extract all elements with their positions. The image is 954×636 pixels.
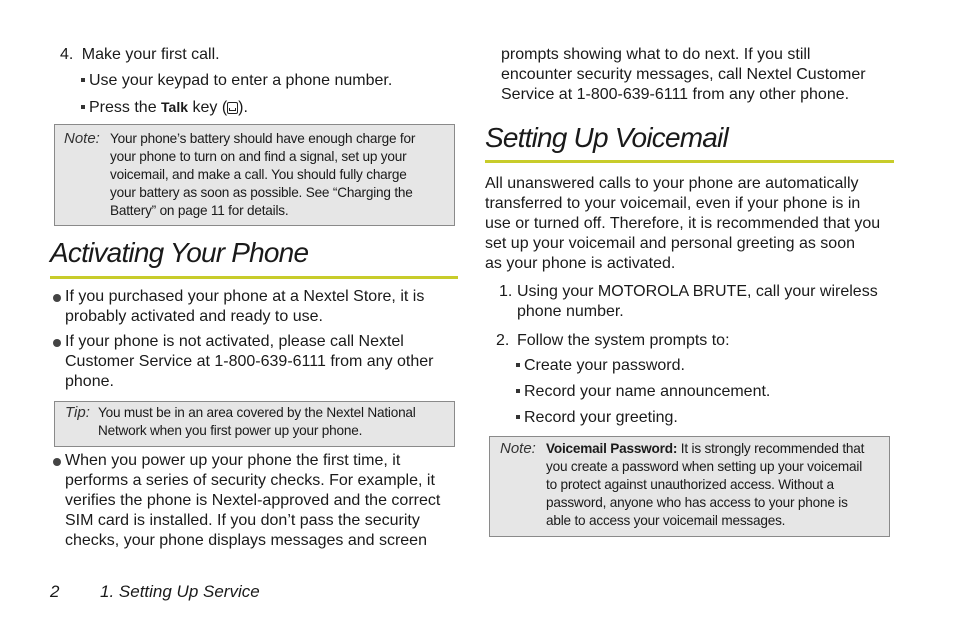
note-text bbox=[546, 440, 864, 530]
bullet-line: SIM card is installed. If you don’t pass the security bbox=[65, 512, 420, 529]
section-heading: Setting Up Voicemail bbox=[485, 122, 728, 153]
sub-item-text: Record your greeting. bbox=[524, 409, 678, 426]
bullet-line: When you power up your phone the first time, it bbox=[65, 452, 401, 469]
note-line: your phone to turn on and find a signal, set up your bbox=[110, 149, 407, 164]
note-label: Note: bbox=[64, 130, 100, 147]
section-heading: Activating Your Phone bbox=[50, 237, 309, 268]
bullet-line: verifies the phone is Nextel-approved and the correct bbox=[65, 492, 441, 509]
tip-box bbox=[54, 401, 455, 447]
text-line: use or turned off. Therefore, it is recommended that you bbox=[485, 215, 881, 232]
sub-item bbox=[516, 408, 678, 428]
text-line: All unanswered calls to your phone are automatically bbox=[485, 175, 859, 192]
sub-item bbox=[81, 71, 392, 91]
text-line: set up your voicemail and personal greeting as soon bbox=[485, 235, 855, 252]
note-line: Battery” on page 11 for details. bbox=[110, 203, 289, 218]
step-1 bbox=[517, 282, 878, 322]
square-bullet-icon bbox=[516, 389, 520, 393]
bullet-line: performs a series of security checks. For example, it bbox=[65, 472, 435, 489]
sub-item bbox=[516, 382, 770, 402]
bullet-line: checks, your phone displays messages and screen bbox=[65, 532, 427, 549]
bullet-icon bbox=[53, 458, 61, 466]
note-label: Note: bbox=[500, 440, 536, 457]
bullet-icon bbox=[53, 294, 61, 302]
sub-item-text: Press the bbox=[89, 99, 157, 116]
note-line-text: It is strongly recommended that bbox=[677, 441, 865, 456]
note-line: voicemail, and make a call. You should fully charge bbox=[110, 167, 407, 182]
note-bold-title: Voicemail Password: bbox=[546, 441, 678, 456]
note-line: you create a password when setting up your voicemail bbox=[546, 459, 863, 474]
continued-text bbox=[501, 45, 866, 105]
note-box bbox=[54, 124, 455, 226]
note-line: to protect against unauthorized access. Without a bbox=[546, 477, 834, 492]
sub-item-text: ). bbox=[238, 99, 248, 116]
heading-rule bbox=[50, 276, 458, 279]
intro-paragraph bbox=[485, 174, 880, 274]
note-line: your battery as soon as possible. See “Charging the bbox=[110, 185, 413, 200]
step-number: 1. bbox=[499, 283, 513, 300]
note-line bbox=[546, 440, 864, 458]
square-bullet-icon bbox=[81, 78, 85, 82]
tip-line: You must be in an area covered by the Nextel National bbox=[98, 405, 416, 420]
text-line: Service at 1-800-639-6111 from any other phone. bbox=[501, 86, 850, 103]
step-text: Make your first call. bbox=[81, 46, 220, 63]
text-line: transferred to your voicemail, even if your phone is in bbox=[485, 195, 861, 212]
square-bullet-icon bbox=[516, 415, 520, 419]
text-line: as your phone is activated. bbox=[485, 255, 676, 272]
step-number: 4. bbox=[60, 46, 74, 63]
square-bullet-icon bbox=[516, 363, 520, 367]
tip-text bbox=[98, 404, 416, 440]
step-2: Follow the system prompts to: bbox=[517, 332, 730, 349]
talk-key-icon bbox=[227, 102, 238, 114]
sub-item-text: Create your password. bbox=[524, 357, 685, 374]
note-line: Your phone’s battery should have enough charge for bbox=[110, 131, 416, 146]
text-line: prompts showing what to do next. If you still bbox=[501, 46, 811, 63]
note-line: password, anyone who has access to your phone is bbox=[546, 495, 848, 510]
tip-label: Tip: bbox=[65, 404, 90, 421]
bullet-item bbox=[65, 451, 440, 551]
bullet-line: phone. bbox=[65, 373, 114, 390]
sub-item-text: Record your name announcement. bbox=[524, 383, 771, 400]
bullet-icon bbox=[53, 339, 61, 347]
page-number: 2 bbox=[50, 582, 60, 601]
step-4 bbox=[60, 45, 220, 65]
bullet-line: probably activated and ready to use. bbox=[65, 308, 323, 325]
tip-line: Network when you first power up your phone. bbox=[98, 423, 363, 438]
talk-key-label: Talk bbox=[161, 99, 189, 115]
step-line: Using your MOTOROLA BRUTE, call your wireless bbox=[517, 283, 878, 300]
bullet-line: Customer Service at 1-800-639-6111 from any other bbox=[65, 353, 434, 370]
step-number: 2. bbox=[496, 332, 510, 349]
note-box bbox=[489, 436, 890, 537]
text-line: encounter security messages, call Nextel Customer bbox=[501, 66, 866, 83]
sub-item bbox=[516, 356, 685, 376]
sub-item bbox=[81, 97, 248, 118]
bullet-line: If you purchased your phone at a Nextel Store, it is bbox=[65, 288, 425, 305]
sub-item-text: key ( bbox=[192, 99, 228, 116]
note-text bbox=[110, 130, 415, 220]
step-line: phone number. bbox=[517, 303, 624, 320]
bullet-item bbox=[65, 332, 433, 392]
square-bullet-icon bbox=[81, 105, 85, 109]
heading-rule bbox=[485, 160, 894, 163]
note-line: able to access your voicemail messages. bbox=[546, 513, 786, 528]
bullet-item bbox=[65, 287, 424, 327]
bullet-line: If your phone is not activated, please call Nextel bbox=[65, 333, 404, 350]
sub-item-text: Use your keypad to enter a phone number. bbox=[89, 72, 393, 89]
footer-section-title: 1. Setting Up Service bbox=[100, 582, 260, 601]
